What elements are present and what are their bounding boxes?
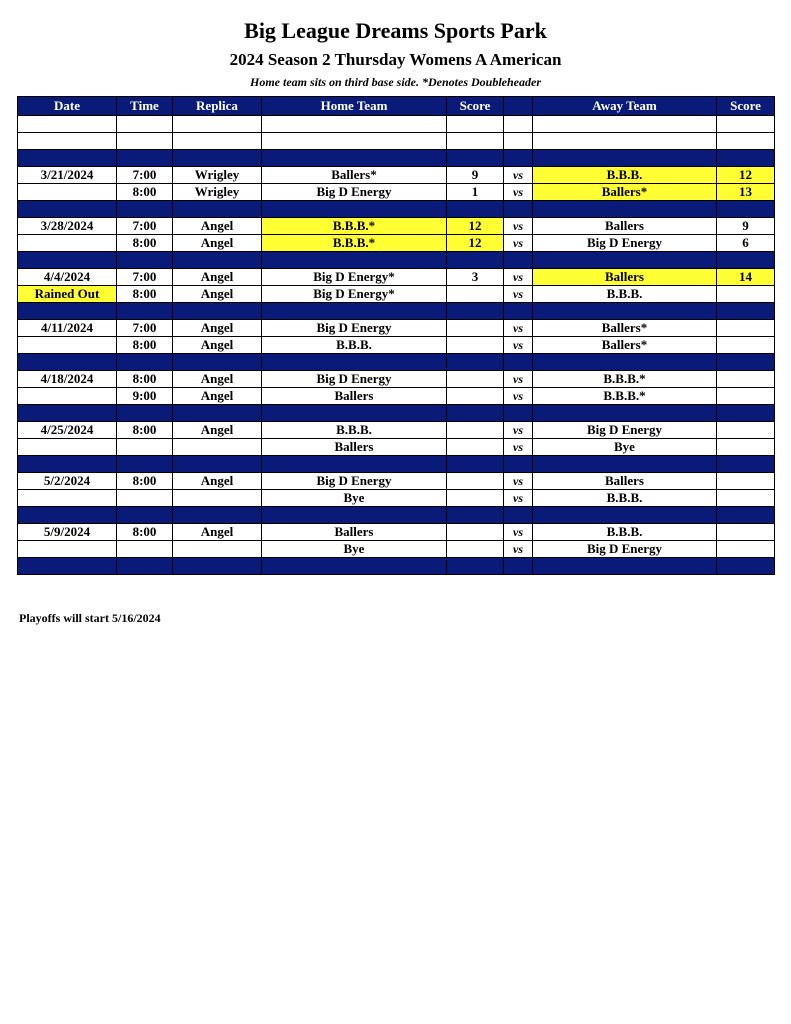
away-score: 14: [717, 269, 775, 286]
page-title: Big League Dreams Sports Park: [244, 18, 547, 43]
game-field: Angel: [173, 337, 262, 354]
game-date: 3/28/2024: [18, 218, 117, 235]
game-time: 8:00: [117, 286, 173, 303]
vs-label: vs: [504, 320, 533, 337]
col-vs: [504, 97, 533, 116]
vs-label: vs: [504, 218, 533, 235]
game-row: [18, 235, 775, 252]
game-date: 4/18/2024: [18, 371, 117, 388]
vs-label: vs: [504, 184, 533, 201]
home-score: [447, 320, 504, 337]
game-row: [18, 371, 775, 388]
home-team: B.B.B.*: [262, 235, 447, 252]
schedule-table: [17, 96, 775, 575]
vs-label: vs: [504, 371, 533, 388]
game-field: Angel: [173, 388, 262, 405]
game-time: 7:00: [117, 320, 173, 337]
vs-label: vs: [504, 524, 533, 541]
game-field: Angel: [173, 524, 262, 541]
vs-label: vs: [504, 490, 533, 507]
home-team: Big D Energy: [262, 473, 447, 490]
week-separator: [18, 150, 775, 167]
game-row: [18, 490, 775, 507]
season-subtitle: 2024 Season 2 Thursday Womens A American: [229, 50, 562, 69]
doubleheader-note: Home team sits on third base side. *Denotes Doubleheader: [250, 75, 541, 89]
game-date: 5/9/2024: [18, 524, 117, 541]
vs-label: vs: [504, 269, 533, 286]
playoffs-note: Playoffs will start 5/16/2024: [19, 611, 161, 625]
col-away-team: Away Team: [533, 97, 717, 116]
game-row: [18, 422, 775, 439]
vs-label: vs: [504, 439, 533, 456]
game-date: 4/11/2024: [18, 320, 117, 337]
vs-label: vs: [504, 541, 533, 558]
game-field: Angel: [173, 218, 262, 235]
game-row: [18, 388, 775, 405]
game-row: [18, 320, 775, 337]
away-score: 6: [717, 235, 775, 252]
away-team: Bye: [533, 439, 717, 456]
away-team: Ballers: [533, 269, 717, 286]
game-field: Angel: [173, 371, 262, 388]
home-team: B.B.B.: [262, 337, 447, 354]
game-date: 3/21/2024: [18, 167, 117, 184]
home-score: [447, 371, 504, 388]
game-time: 8:00: [117, 371, 173, 388]
game-date: [18, 388, 117, 405]
col-home-score: Score: [447, 97, 504, 116]
away-score: 13: [717, 184, 775, 201]
away-score: [717, 524, 775, 541]
game-time: 9:00: [117, 388, 173, 405]
game-field: Wrigley: [173, 184, 262, 201]
game-date: [18, 439, 117, 456]
col-time: Time: [117, 97, 173, 116]
game-time: 7:00: [117, 269, 173, 286]
vs-label: vs: [504, 337, 533, 354]
away-team: Big D Energy: [533, 235, 717, 252]
game-time: 8:00: [117, 422, 173, 439]
home-score: 1: [447, 184, 504, 201]
game-row: [18, 541, 775, 558]
away-team: B.B.B.: [533, 490, 717, 507]
away-team: Big D Energy: [533, 541, 717, 558]
away-team: B.B.B.: [533, 524, 717, 541]
game-time: 7:00: [117, 218, 173, 235]
home-score: [447, 473, 504, 490]
game-time: [117, 541, 173, 558]
game-time: 8:00: [117, 184, 173, 201]
home-team: Big D Energy: [262, 371, 447, 388]
away-score: [717, 320, 775, 337]
home-team: Ballers: [262, 524, 447, 541]
game-time: [117, 439, 173, 456]
away-score: [717, 541, 775, 558]
game-row: [18, 337, 775, 354]
vs-label: vs: [504, 422, 533, 439]
game-time: 8:00: [117, 337, 173, 354]
home-score: [447, 541, 504, 558]
game-date: Rained Out: [18, 286, 117, 303]
blank-row: [18, 133, 775, 150]
game-date: 5/2/2024: [18, 473, 117, 490]
week-separator: [18, 558, 775, 575]
away-team: B.B.B.*: [533, 388, 717, 405]
vs-label: vs: [504, 473, 533, 490]
game-row: [18, 286, 775, 303]
away-team: B.B.B.*: [533, 371, 717, 388]
home-score: [447, 524, 504, 541]
home-score: 9: [447, 167, 504, 184]
home-team: Ballers: [262, 439, 447, 456]
home-team: B.B.B.*: [262, 218, 447, 235]
away-team: Big D Energy: [533, 422, 717, 439]
week-separator: [18, 354, 775, 371]
schedule-body: [18, 116, 775, 575]
game-row: [18, 439, 775, 456]
vs-label: vs: [504, 388, 533, 405]
week-separator: [18, 201, 775, 218]
away-team: Ballers*: [533, 320, 717, 337]
game-row: [18, 269, 775, 286]
home-team: Big D Energy*: [262, 269, 447, 286]
away-score: [717, 490, 775, 507]
home-score: [447, 422, 504, 439]
away-score: [717, 371, 775, 388]
game-date: [18, 184, 117, 201]
blank-row: [18, 116, 775, 133]
game-time: 7:00: [117, 167, 173, 184]
game-time: 8:00: [117, 473, 173, 490]
game-field: [173, 439, 262, 456]
game-row: [18, 524, 775, 541]
home-team: Bye: [262, 541, 447, 558]
home-team: Big D Energy: [262, 320, 447, 337]
away-score: [717, 337, 775, 354]
game-field: [173, 490, 262, 507]
game-field: Angel: [173, 320, 262, 337]
game-row: [18, 167, 775, 184]
game-date: 4/25/2024: [18, 422, 117, 439]
game-time: 8:00: [117, 524, 173, 541]
col-replica: Replica: [173, 97, 262, 116]
vs-label: vs: [504, 167, 533, 184]
home-team: B.B.B.: [262, 422, 447, 439]
away-score: [717, 439, 775, 456]
away-score: [717, 286, 775, 303]
game-row: [18, 184, 775, 201]
game-field: Wrigley: [173, 167, 262, 184]
home-team: Bye: [262, 490, 447, 507]
away-score: [717, 422, 775, 439]
home-score: 12: [447, 235, 504, 252]
game-field: [173, 541, 262, 558]
home-team: Big D Energy: [262, 184, 447, 201]
game-field: Angel: [173, 235, 262, 252]
home-score: [447, 337, 504, 354]
col-home-team: Home Team: [262, 97, 447, 116]
column-header-row: [18, 97, 775, 116]
away-team: B.B.B.: [533, 286, 717, 303]
col-away-score: Score: [717, 97, 775, 116]
away-team: Ballers*: [533, 337, 717, 354]
week-separator: [18, 456, 775, 473]
week-separator: [18, 303, 775, 320]
game-date: [18, 337, 117, 354]
vs-label: vs: [504, 286, 533, 303]
away-team: Ballers: [533, 218, 717, 235]
game-field: Angel: [173, 473, 262, 490]
home-score: [447, 490, 504, 507]
home-team: Ballers: [262, 388, 447, 405]
home-score: [447, 286, 504, 303]
away-score: [717, 473, 775, 490]
home-team: Big D Energy*: [262, 286, 447, 303]
home-score: [447, 388, 504, 405]
away-score: 12: [717, 167, 775, 184]
away-score: [717, 388, 775, 405]
game-field: Angel: [173, 269, 262, 286]
week-separator: [18, 252, 775, 269]
game-time: 8:00: [117, 235, 173, 252]
game-field: Angel: [173, 286, 262, 303]
away-team: Ballers: [533, 473, 717, 490]
away-score: 9: [717, 218, 775, 235]
week-separator: [18, 507, 775, 524]
away-team: B.B.B.: [533, 167, 717, 184]
home-score: 12: [447, 218, 504, 235]
game-date: 4/4/2024: [18, 269, 117, 286]
home-score: [447, 439, 504, 456]
game-row: [18, 218, 775, 235]
game-field: Angel: [173, 422, 262, 439]
home-score: 3: [447, 269, 504, 286]
game-date: [18, 541, 117, 558]
vs-label: vs: [504, 235, 533, 252]
game-date: [18, 235, 117, 252]
game-date: [18, 490, 117, 507]
col-date: Date: [18, 97, 117, 116]
away-team: Ballers*: [533, 184, 717, 201]
game-time: [117, 490, 173, 507]
game-row: [18, 473, 775, 490]
home-team: Ballers*: [262, 167, 447, 184]
week-separator: [18, 405, 775, 422]
